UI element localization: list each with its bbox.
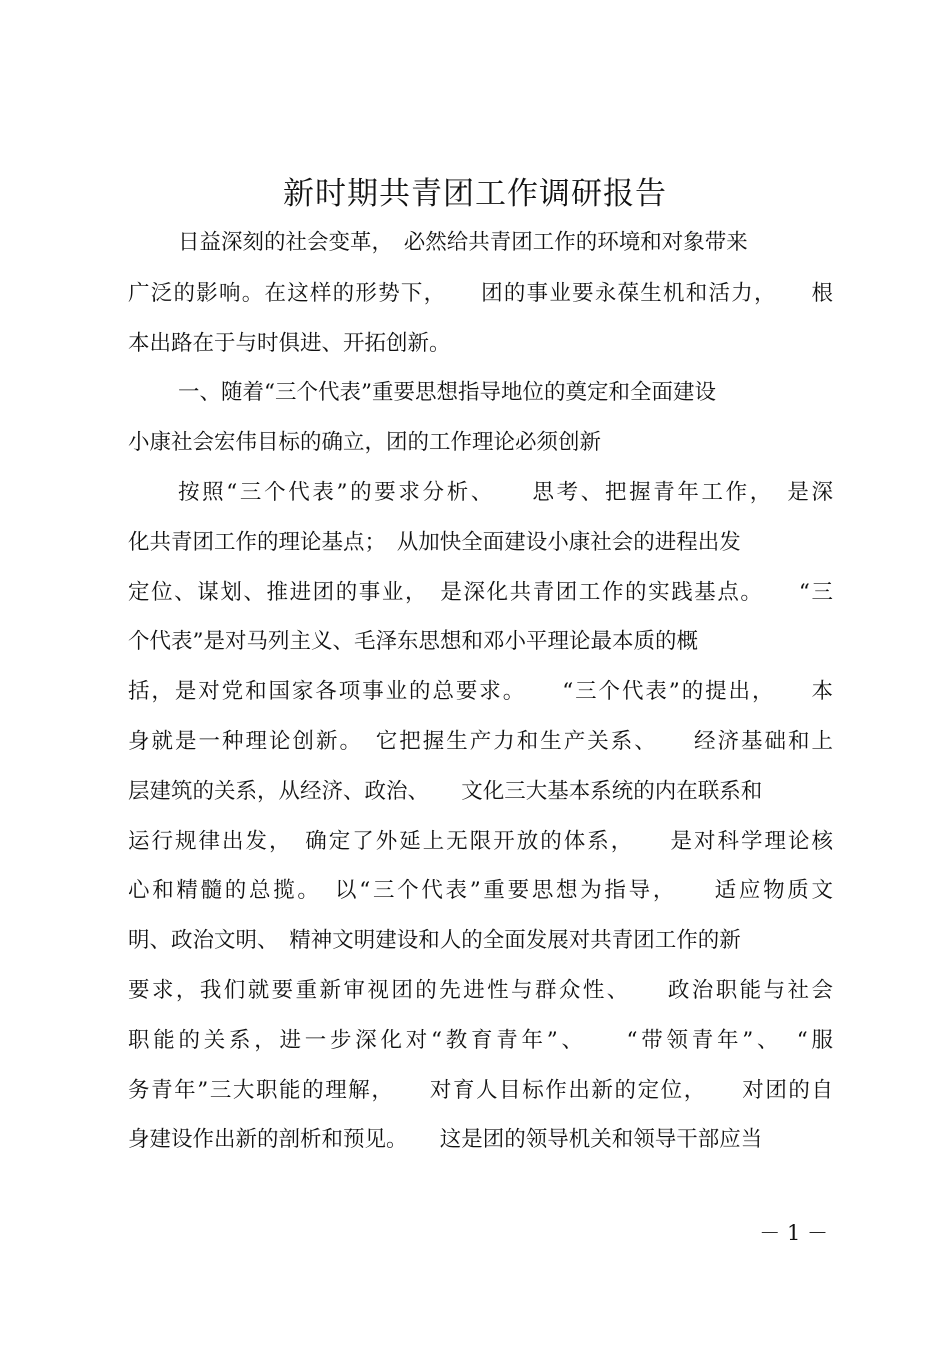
page-number: － 1 － bbox=[759, 1221, 828, 1245]
section-heading-line: 小康社会宏伟目标的确立，团的工作理论必须创新 bbox=[128, 430, 602, 455]
paragraph-line: 本出路在于与时俱进、开拓创新。 bbox=[128, 331, 451, 356]
paragraph-line: 职能的关系，进一步深化对“教育青年”、 “带领青年”、 “服 bbox=[128, 1028, 833, 1053]
paragraph-line: 心和精髓的总揽。 以“三个代表”重要思想为指导， 适应物质文 bbox=[128, 878, 833, 903]
paragraph-line: 日益深刻的社会变革， 必然给共青团工作的环境和对象带来 bbox=[178, 230, 748, 255]
paragraph-line: 定位、谋划、推进团的事业， 是深化共青团工作的实践基点。 “三 bbox=[128, 580, 833, 605]
paragraph-line: 务青年”三大职能的理解， 对育人目标作出新的定位， 对团的自 bbox=[128, 1078, 833, 1103]
paragraph-line: 广泛的影响。在这样的形势下， 团的事业要永葆生机和活力， 根 bbox=[128, 281, 833, 306]
paragraph-line: 明、政治文明、 精神文明建设和人的全面发展对共青团工作的新 bbox=[128, 928, 741, 953]
paragraph-line: 身建设作出新的剖析和预见。 这是团的领导机关和领导干部应当 bbox=[128, 1127, 763, 1152]
paragraph-line: 按照“三个代表”的要求分析、 思考、把握青年工作， 是深 bbox=[178, 480, 833, 505]
paragraph-line: 运行规律出发， 确定了外延上无限开放的体系， 是对科学理论核 bbox=[128, 829, 833, 854]
paragraph-line: 化共青团工作的理论基点； 从加快全面建设小康社会的进程出发 bbox=[128, 530, 741, 555]
paragraph-line: 身就是一种理论创新。 它把握生产力和生产关系、 经济基础和上 bbox=[128, 729, 833, 754]
document-title: 新时期共青团工作调研报告 bbox=[283, 176, 667, 212]
paragraph-line: 层建筑的关系，从经济、政治、 文化三大基本系统的内在联系和 bbox=[128, 779, 763, 804]
paragraph-line: 括，是对党和国家各项事业的总要求。 “三个代表”的提出， 本 bbox=[128, 679, 833, 704]
paragraph-line: 要求，我们就要重新审视团的先进性与群众性、 政治职能与社会 bbox=[128, 978, 833, 1003]
paragraph-line: 个代表”是对马列主义、毛泽东思想和邓小平理论最本质的概 bbox=[128, 629, 698, 654]
section-heading-line: 一、随着“三个代表”重要思想指导地位的奠定和全面建设 bbox=[178, 380, 716, 405]
